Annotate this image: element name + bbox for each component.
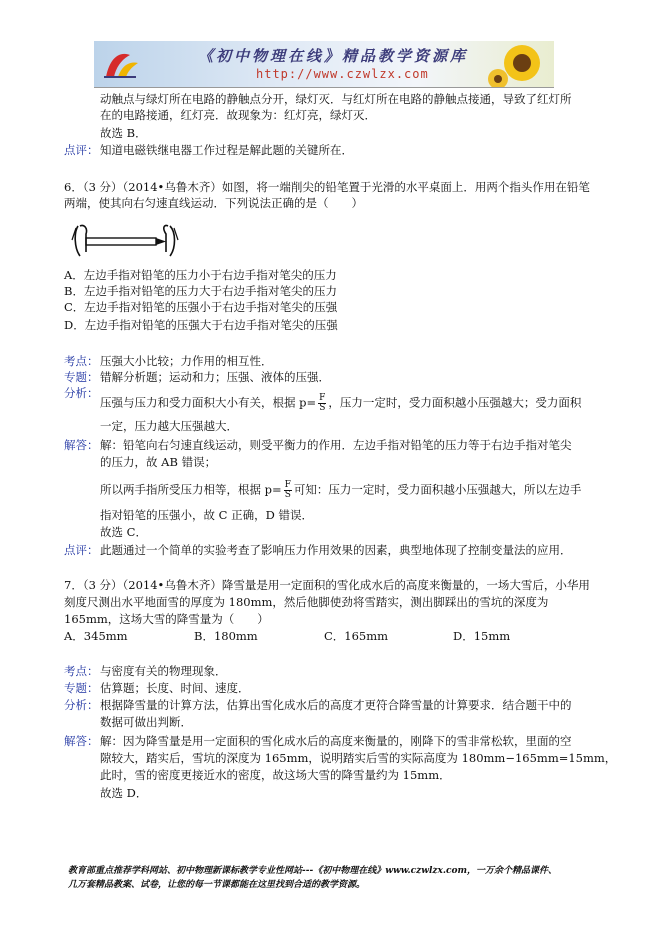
q6-option-c: C．左边手指对铅笔的压强小于右边手指对笔尖的压强 xyxy=(64,300,338,314)
q7-option-c: C．165mm xyxy=(324,629,389,643)
pressure-formula xyxy=(318,394,326,413)
q7-jieda-line-2: 隙较大，踏实后，雪坑的深度为 165mm，说明踏实后雪的实际高度为 180mm−165mm=15mm， xyxy=(100,751,617,765)
site-logo-icon xyxy=(100,47,140,81)
q7-jieda-label: 解答： xyxy=(64,734,99,748)
q6-dianping-label: 点评： xyxy=(64,543,99,557)
prev-line-3: 故选 B． xyxy=(100,126,147,140)
q6-option-a: A．左边手指对铅笔的压力小于右边手指对笔尖的压力 xyxy=(64,268,337,282)
footer-line-2: 几万套精品教案、试卷，让您的每一节课都能在这里找到合适的教学资源。 xyxy=(68,880,366,890)
q6-option-d: D．左边手指对铅笔的压强大于右边手指对笔尖的压强 xyxy=(64,318,338,332)
q6-option-b: B．左边手指对铅笔的压力大于右边手指对笔尖的压力 xyxy=(64,284,337,298)
q7-fenxi-label: 分析： xyxy=(64,698,99,712)
q7-fenxi-line-1: 根据降雪量的计算方法，估算出雪化成水后的高度才更符合降雪量的计算要求．结合题干中的 xyxy=(100,698,572,712)
q6-fenxi-text-a: 压强与压力和受力面积大小有关，根据 p= xyxy=(100,395,317,410)
q6-dianping: 此题通过一个简单的实验考查了影响压力作用效果的因素，典型地体现了控制变量法的应用． xyxy=(100,543,572,557)
q6-fenxi-line-1 xyxy=(100,394,581,413)
q7-zhuanti-label: 专题： xyxy=(64,681,99,695)
q6-fenxi-line-2: 一定，压力越大压强越大． xyxy=(100,419,238,433)
q7-jieda-line-1: 解：因为降雪量是用一定面积的雪化成水后的高度来衡量的，刚降下的雪非常松软，里面的空 xyxy=(100,734,572,748)
frac-numerator: F xyxy=(319,393,326,403)
q6-zhuanti: 错解分析题；运动和力；压强、液体的压强． xyxy=(100,370,330,384)
q6-stem-2: 两端，使其向右匀速直线运动．下列说法正确的是（ ） xyxy=(64,196,363,210)
banner-url[interactable]: http://www.czwlzx.com xyxy=(256,67,429,81)
q7-stem-1: 7．（3 分）（2014•乌鲁木齐）降雪量是用一定面积的雪化成水后的高度来衡量的，一场大雪后，小华用 xyxy=(64,578,590,592)
banner-title: 《初中物理在线》精品教学资源库 xyxy=(198,47,469,65)
prev-review: 知道电磁铁继电器工作过程是解此题的关键所在． xyxy=(100,143,353,157)
q6-jieda-label: 解答： xyxy=(64,438,99,452)
q7-kaodian-label: 考点： xyxy=(64,664,99,678)
q6-fenxi-text-b: ，压力一定时，受力面积越小压强越大；受力面积 xyxy=(328,395,582,410)
q6-jieda-line-2: 的压力，故 AB 错误； xyxy=(100,455,217,469)
prev-review-label: 点评： xyxy=(64,143,99,157)
q6-jieda-line-3 xyxy=(100,481,581,500)
q7-jieda-line-3: 此时，雪的密度更接近水的密度，故这场大雪的降雪量约为 15mm． xyxy=(100,768,451,782)
prev-line-2: 在的电路接通，红灯亮．故现象为：红灯亮，绿灯灭． xyxy=(100,108,376,122)
q6-jieda-text-b: 可知：压力一定时，受力面积越小压强越大，所以左边手 xyxy=(293,482,582,497)
q6-jieda-text-a: 所以两手指所受压力相等，根据 p= xyxy=(100,482,282,497)
page-footer xyxy=(68,864,608,892)
q7-stem-3: 165mm，这场大雪的降雪量为（ ） xyxy=(64,612,269,626)
q6-fenxi-label: 分析： xyxy=(64,386,99,400)
q6-stem-1: 6．（3 分）（2014•乌鲁木齐）如图，将一端削尖的铅笔置于光滑的水平桌面上．用两个指头作用在铅笔 xyxy=(64,180,590,194)
prev-line-1: 动触点与绿灯所在电路的静触点分开，绿灯灭．与红灯所在电路的静触点接通，导致了红灯所 xyxy=(100,92,572,106)
q6-kaodian-label: 考点： xyxy=(64,354,99,368)
frac-numerator-2: F xyxy=(284,480,291,490)
frac-denominator: S xyxy=(319,403,326,413)
q7-stem-2: 刻度尺测出水平地面雪的厚度为 180mm，然后他脚使劲将雪踏实，测出脚踩出的雪坑的深度为 xyxy=(64,595,549,609)
header-banner xyxy=(94,41,554,88)
footer-line-1: 教育部重点推荐学科网站、初中物理新课标教学专业性网站---《初中物理在线》www.czwlzx.com，一万余个精品课件、 xyxy=(68,866,558,876)
q7-fenxi-line-2: 数据可做出判断． xyxy=(100,715,192,729)
q7-option-d: D．15mm xyxy=(453,629,511,643)
q6-zhuanti-label: 专题： xyxy=(64,370,99,384)
q7-option-a: A．345mm xyxy=(64,629,128,643)
pressure-formula-2 xyxy=(284,481,292,500)
q7-option-b: B．180mm xyxy=(194,629,258,643)
q7-kaodian: 与密度有关的物理现象． xyxy=(100,664,227,678)
pencil-fingers-figure xyxy=(70,218,180,262)
frac-denominator-2: S xyxy=(284,490,291,500)
sunflower-icon xyxy=(488,41,550,87)
q6-kaodian: 压强大小比较；力作用的相互性． xyxy=(100,354,273,368)
q6-jieda-line-4: 指对铅笔的压强小，故 C 正确，D 错误． xyxy=(100,508,313,522)
q7-zhuanti: 估算题；长度、时间、速度． xyxy=(100,681,250,695)
q6-jieda-line-1: 解：铅笔向右匀速直线运动，则受平衡力的作用．左边手指对铅笔的压力等于右边手指对笔尖 xyxy=(100,438,572,452)
q6-jieda-line-5: 故选 C． xyxy=(100,525,147,539)
q7-jieda-line-4: 故选 D． xyxy=(100,786,148,800)
